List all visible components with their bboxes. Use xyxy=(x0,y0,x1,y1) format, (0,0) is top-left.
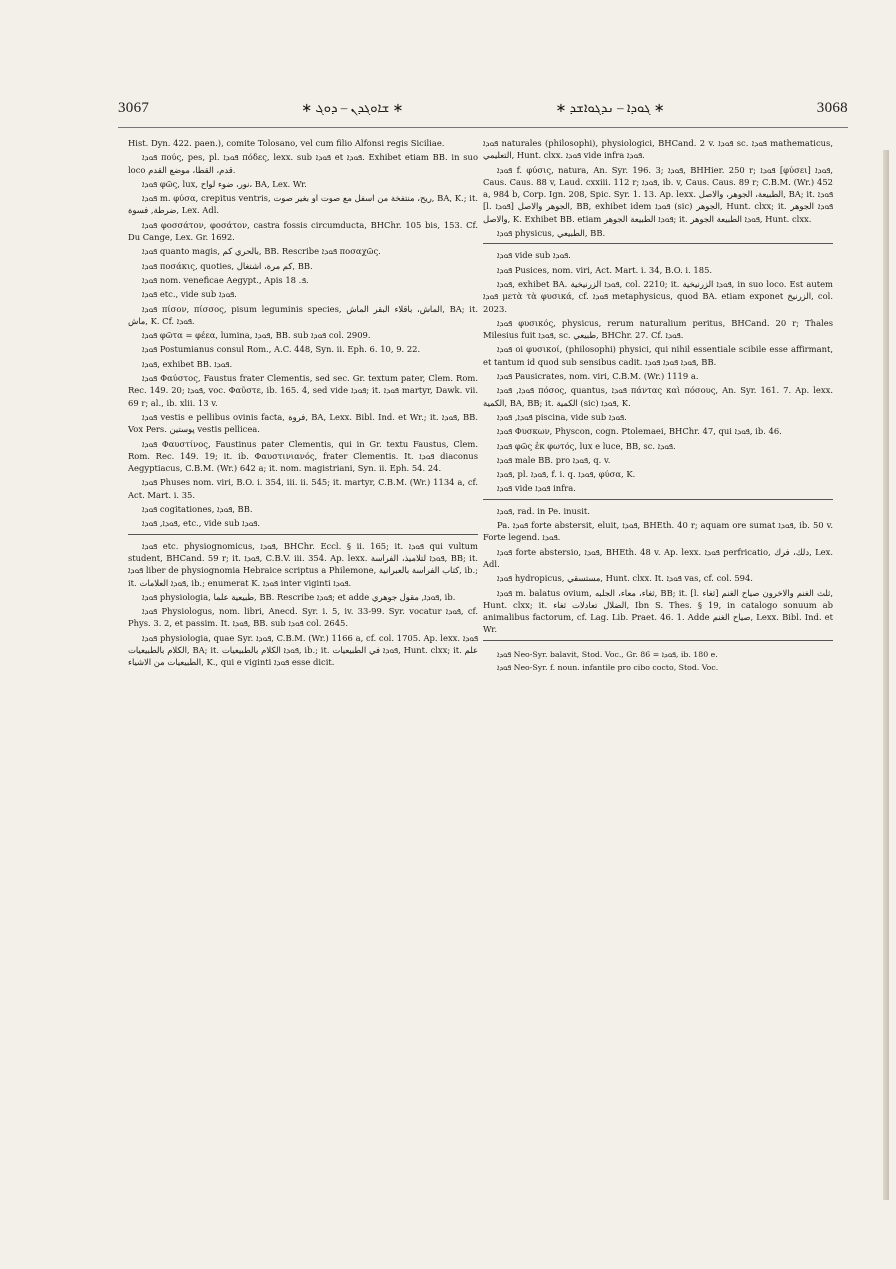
lexicon-entry: ܦܘܕܐ vestis e pellibus ovinis facta, فروة, BA, Lexx. Bibl. Ind. et Wr.; it. ܦܘܕܐ, BB. Vox Pers. پوستین vestis pellicea. xyxy=(128,411,478,435)
lexicon-entry: ܦܘܕܐ physiologia, quae Syr. ܦܘܕܐ, C.B.M. (Wr.) 1166 a, cf. col. 1705. Ap. lexx. ܦܘܕܐ الكلام بالطبيعيات, BA; it. ܦܘܕܐ الكلام بالطبيعيات, ib.; it. ܦܘܕܐ في الطبيعيات, Hunt. clxx; it. علم الطبيعيات من الاشياء, K., qui e viginti ܦܘܕܐ esse dicit. xyxy=(128,632,478,668)
footnote-divider xyxy=(483,640,833,641)
lexicon-entry: ܦܘܕܐ φῶς, lux, نور، ضوء لواح، BA, Lex. Wr. xyxy=(142,178,307,189)
lexicon-entry: ܦܘܕܐ, pl. ܦܘܕܐ, f. i. q. ܦܘܕܐ, φύσα, K. xyxy=(497,469,636,480)
lexicon-entry: ܦܘܕܐ hydropicus, مستسقي, Hunt. clxx. It. ܦܘܕܐ vas, cf. col. 594. xyxy=(497,573,753,584)
lexicon-entry: ܦܘܕܐ, ܦܘܕܐ, etc., vide sub ܦܘܕܐ. xyxy=(142,518,260,529)
lexicon-entry: ܦܘܕܐ πούς, pes, pl. ܦܘܕܐ πόδες, lexx. sub ܦܘܕܐ et ܦܘܕܐ. Exhibet etiam BB. in suo loco قدم، القطا، موضع القدم. xyxy=(128,152,478,175)
lexicon-entry: ܦܘܕܐ Phuses nom. viri, B.O. i. 354, iii. ii. 545; it. martyr, C.B.M. (Wr.) 1134 a, cf. Act. Mart. i. 35. xyxy=(128,477,478,500)
lexicon-entry: ܦܘܕܐ m. φύσα, crepitus ventris, ريح، منتفخة من اسفل مع صوت او بغير صوت, BA, K.; it. ضرطة, فسوة, Lex. Adl. xyxy=(128,193,478,216)
neo-syriac-notes xyxy=(483,649,833,673)
lexicon-entry: ܦܘܕܐ m. balatus ovium, ثغاء، معاء، الجلبه, BB; it. [l. ثغاء] ثلث الغنم والاخرون صياح الغنم, Hunt. clxx; it. الضلال تعادلات ثغاء, Ibn S. Thes. § 19, in catalogo sonuum ab animalibus factorum, cf. Lag. Lib. Praet. 46. 1. Adde صياح الغنم, Lexx. Bibl. Ind. et Wr. xyxy=(483,587,833,635)
neo-syriac-entry: ܦܘܕܐ Neo-Syr. f. noun. infantile pro cibo cocto, Stod. Voc. xyxy=(497,662,719,672)
lexicon-entry: ܦܘܕܐ etc., vide sub ܦܘܕܐ. xyxy=(142,289,237,300)
lexicon-entry: ܦܘܕܐ Pausicrates, nom. viri, C.B.M. (Wr.) 1119 a. xyxy=(497,371,699,382)
lexicon-entry: Pa. ܦܘܕܐ forte abstersit, eluit, ܦܘܕܐ, BHEth. 40 r; aquam ore sumat ܦܘܕܐ, ib. 50 v. Forte legend. ܦܘܕܐ. xyxy=(483,520,833,543)
lexicon-entry: ܦܘܕܐ male BB. pro ܦܘܕܐ, q. v. xyxy=(497,454,611,465)
right-column xyxy=(483,137,833,675)
lexicon-entry: Hist. Dyn. 422. paen.), comite Tolosano, vel cum filio Alfonsi regis Siciliae. xyxy=(128,138,445,148)
lexicon-entry: ܦܘܕܐ φῶς ἐκ φωτός, lux e luce, BB, sc. ܦܘܕܐ. xyxy=(497,440,676,451)
lexicon-entry: ܦܘܕܐ vide ܦܘܕܐ infra. xyxy=(497,483,576,494)
lexicon-entry: ܦܘܕܐ φυσικός, physicus, rerum naturalium peritus, BHCand. 20 r; Thales Milesius fuit ܦܘܕܐ, sc. طبيعي, BHChr. 27. Cf. ܦܘܕܐ. xyxy=(483,317,833,341)
section-divider xyxy=(483,243,833,244)
lexicon-entry: ܦܘܕܐ, ܦܘܕܐ piscina, vide sub ܦܘܕܐ. xyxy=(497,411,627,422)
lexicon-entry: ܦܘܕܐ quanto magis, بالحري كم, BB. Rescribe ܦܘܕܐ ποσαχῶς. xyxy=(142,246,381,257)
lexicon-entry: ܦܘܕܐ etc. physiognomicus, ܦܘܕܐ, BHChr. Eccl. § ii. 165; it. ܦܘܕܐ qui vultum student, BHCand. 59 r; it. ܦܘܕܐ, C.B.V. iii. 354. Ap. lexx. ܦܘܕܐ لتلاميذ، الفراسة, BB; it. ܦܘܕܐ liber de physiognomia Hebraice scriptus a Philemone, كتاب الفراسة بالعبرانية, ib.; it. ܦܘܕܐ العلامات, ib.; enumerat K. ܦܘܕܐ inter viginti ܦܘܕܐ. xyxy=(128,540,478,588)
lexicon-entry: ܦܘܕܐ Φαυστίνος, Faustinus pater Clementis, qui in Gr. textu Faustus, Clem. Rom. Rec. 149. 19; it. ib. Φαυστινιανός, frater Clementis. It. ܦܘܕܐ diaconus Aegyptiacus, C.B.M. (Wr.) 642 a; it. nom. magistriani, Syn. ii. Eph. 54. 24. xyxy=(128,438,478,474)
lexicon-entry: ܦܘܕܐ nom. veneficae Aegypt., Apis ܦ. 18. xyxy=(142,274,309,285)
lexicon-entry: ܦܘܕܐ Φυσκων, Physcon, cogn. Ptolemaei, BHChr. 47, qui ܦܘܕܐ, ib. 46. xyxy=(497,426,782,437)
running-head-right: ∗ ܓܘܕܐ – ܢܕܓܘܐܫܕ ∗ xyxy=(555,100,665,115)
lexicon-entry: ܦܘܕܐ φοσσάτον, φοσάτον, castra fossis circumducta, BHChr. 105 bis, 153. Cf. Du Cange, Lex. Gr. 1692. xyxy=(128,219,478,243)
section-divider xyxy=(128,534,478,535)
header-rule xyxy=(118,127,848,128)
neo-syriac-entry: ܦܘܕܐ Neo-Syr. balavit, Stod. Voc., Gr. 86 = ܦܘܕܐ, ib. 180 e. xyxy=(497,649,718,659)
lexicon-entry: ܦܘܕܐ forte abstersio, ܦܘܕܐ, BHEth. 48 v. Ap. lexx. ܦܘܕܐ perfricatio, دلك، فرك, Lex. Adl. xyxy=(483,546,834,569)
lexicon-entry: ܦܘܕܐ physiologia, طبيعية علما, BB. Rescribe ܦܘܕܐ; et adde ܦܘܕܐ, مقول جوهري, ib. xyxy=(142,591,456,602)
lexicon-entry: ܦܘܕܐ Physiologus, nom. libri, Anecd. Syr. i. 5, iv. 33-99. Syr. vocatur ܦܘܕܐ, cf. Phys. 3. 2, et passim. It. ܦܘܕܐ, BB. sub ܦܘܕܐ col. 2645. xyxy=(128,606,479,629)
lexicon-entry: ܦܘܕܐ oi φυσικοί, (philosophi) physici, qui nihil essentiale scibile esse affirmant, et tantum id quod sub sensibus cadit. ܦܘܕܐ ܦܘܕܐ ܦܘܕܐ, BB. xyxy=(483,344,833,367)
page-number-left: 3067 xyxy=(118,99,150,116)
lexicon-entry: ܦܘܕܐ φῶτα = φέεα, lumina, ܦܘܕܐ, BB. sub ܦܘܕܐ col. 2909. xyxy=(142,330,371,341)
lexicon-entry: ܦܘܕܐ πίσον, πίσσος, pisum leguminis species, الماش، باقلاء البقر الماش, BA; it. ماش, K. Cf. ܦܘܕܐ. xyxy=(128,303,479,326)
lexicon-entry: ܦܘܕܐ Φαύστος, Faustus frater Clementis, sed sec. Gr. textum pater, Clem. Rom. Rec. 149. 20; ܦܘܕܐ, voc. Φαῦστε, ib. 165. 4, sed vide ܦܘܕܐ; it. ܦܘܕܐ martyr, Dawk. vii. 69 r; al., ib. xlii. 13 v. xyxy=(128,373,478,408)
lexicon-entry: ܦܘܕܐ, exhibet BB. ܦܘܕܐ. xyxy=(142,358,233,369)
lexicon-entry: ܦܘܕܐ Pusices, nom. viri, Act. Mart. i. 34, B.O. i. 185. xyxy=(497,264,713,275)
lexicon-entry: ܦܘܕܐ Postumianus consul Rom., A.C. 448, Syn. ii. Eph. 6. 10, 9. 22. xyxy=(142,344,421,355)
lexicon-entry: ܦܘܕܐ, exhibet BA. ܦܘܕܐ الزرنيخية, col. 2210; it. ܦܘܕܐ الزرنيخية, in suo loco. Est autem ܦܘܕܐ μετὰ τὰ φυσικά, cf. ܦܘܕܐ metaphysicus, quod BA. etiam exponet الزرنيخ, col. 2023. xyxy=(483,278,833,314)
page-number-right: 3068 xyxy=(816,99,848,116)
left-column xyxy=(128,137,478,671)
lexicon-entry: ܦܘܕܐ vide sub ܦܘܕܐ. xyxy=(497,250,571,261)
section-divider xyxy=(483,499,833,500)
lexicon-entry: ܦܘܕܐ cogitationes, ܦܘܕܐ, BB. xyxy=(142,504,253,515)
page-edge-shadow xyxy=(883,150,889,1200)
running-head-left: ∗ ܫܐܘܓܕܢ – ܕܘܓ ∗ xyxy=(301,100,404,115)
lexicon-entry: ܦܘܕܐ f. φύσις, natura, An. Syr. 196. 3; ܦܘܕܐ, BHHier. 250 r; ܦܘܕܐ [φύσει] ܦܘܕܐ, Caus. Caus. 88 v, Laud. cxxiii. 112 r; ܦܘܕܐ, ib. v, Caus. Caus. 89 r; C.B.M. (Wr.) 452 a, 984 b, Corp. Ign. 208, Spic. Syr. 1. 13. Ap. lexx. الطبيعة، الجوهر، والاصل, BA; it. ܦܘܕܐ [l. ܦܘܕܐ] الجوهر والاصل, BB, exhibet idem ܦܘܕܐ (sic) الجوهر, Hunt. clxx; it. ܦܘܕܐ الجوهر والاصل, K. Exhibet BB. etiam ܦܘܕܐ الطبيعة الجوهر; it. ܦܘܕܐ الطبيعة الجوهر, Hunt. clxx. xyxy=(483,164,834,224)
lexicon-entry: ܦܘܕܐ, ܦܘܕܐ πόσος, quantus, ܦܘܕܐ πάντας καὶ πόσους, An. Syr. 161. 7. Ap. lexx. الكمية, BA, BB; it. الكمية (sic) ܦܘܕܐ, K. xyxy=(483,385,833,408)
lexicon-entry: ܦܘܕܐ naturales (philosophi), physiologici, BHCand. 2 v. ܦܘܕܐ sc. ܦܘܕܐ mathematicus, التعليمي, Hunt. clxx. ܦܘܕܐ vide infra ܦܘܕܐ. xyxy=(483,138,833,161)
lexicon-entry: ܦܘܕܐ physicus, الطبيعي, BB. xyxy=(497,228,606,239)
lexicon-entry: ܦܘܕܐ ποσάκις, quoties, كم مرة، اشتغال, BB. xyxy=(142,260,313,271)
lexicon-entry: ܦܘܕܐ, rad. in Pe. inusit. xyxy=(497,505,590,516)
page-header xyxy=(118,96,848,120)
